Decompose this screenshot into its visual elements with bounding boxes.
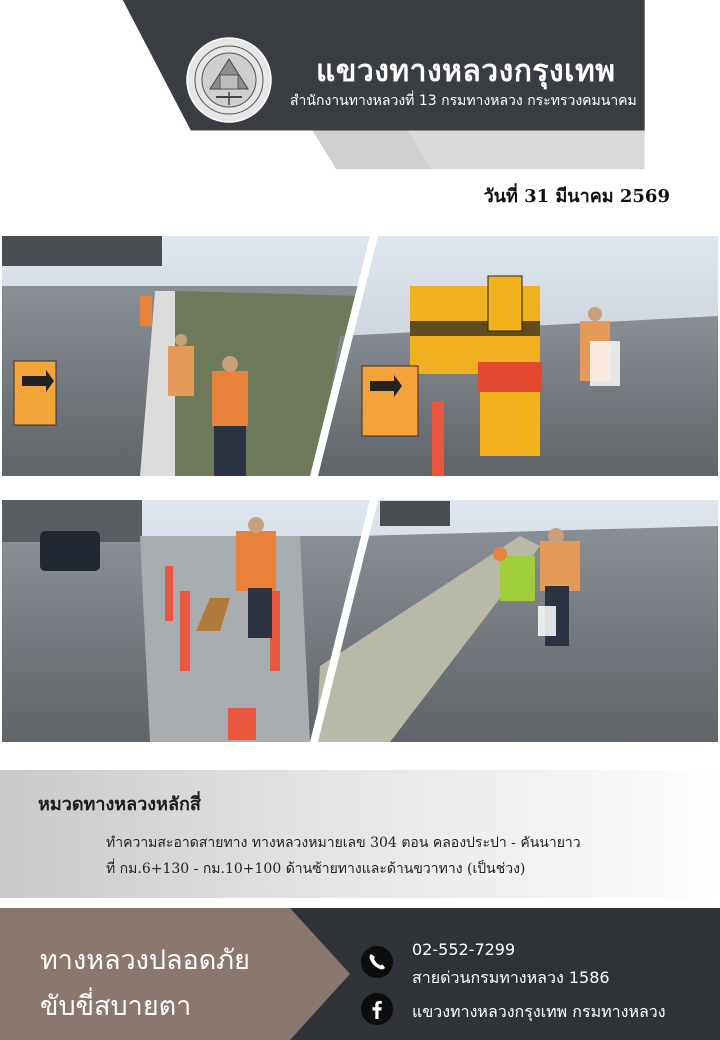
photo-sweeping-bollards	[2, 500, 370, 742]
organization-title: แขวงทางหลวงกรุงเทพ	[316, 54, 616, 89]
phone-number: 02-552-7299	[412, 940, 516, 959]
slogan-line-1: ทางหลวงปลอดภัย	[40, 945, 250, 976]
facebook-icon	[361, 993, 393, 1025]
photo-roadside-canal-cleaning	[2, 236, 370, 476]
photo-crane-truck-barrier	[316, 236, 718, 476]
description-line-1: ทำความสะอาดสายทาง ทางหลวงหมายเลข 304 ตอน คลองประปา - คันนายาว	[106, 835, 581, 851]
description-line-2: ที่ กม.6+130 - กม.10+100 ด้านซ้ายทางและด้านขวาทาง (เป็นช่วง)	[106, 861, 526, 877]
category-title: หมวดทางหลวงหลักสี่	[38, 794, 201, 815]
facebook-page-link[interactable]: แขวงทางหลวงกรุงเทพ กรมทางหลวง	[412, 1002, 666, 1021]
hotline-text: สายด่วนกรมทางหลวง 1586	[412, 968, 610, 987]
phone-icon	[361, 946, 393, 978]
organization-subtitle: สำนักงานทางหลวงที่ 13 กรมทางหลวง กระทรวงคมนาคม	[290, 93, 637, 109]
slogan-line-2: ขับขี่สบายตา	[40, 991, 192, 1022]
department-logo	[186, 37, 272, 123]
photo-median-cleaning	[316, 500, 718, 742]
report-date: วันที่ 31 มีนาคม 2569	[483, 186, 670, 207]
photo-grid	[0, 236, 720, 742]
